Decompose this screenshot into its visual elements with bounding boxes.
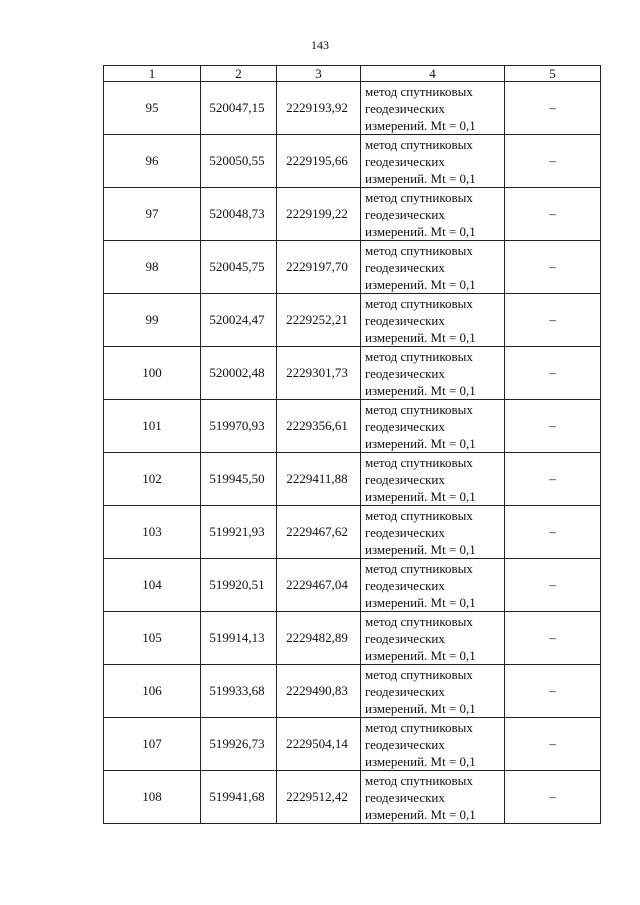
- method-line: измерений. Mt = 0,1: [365, 117, 476, 133]
- method-cell: [361, 82, 505, 135]
- method-line: метод спутниковых: [365, 401, 473, 417]
- coordinate-x-cell: 519970,93: [201, 400, 277, 453]
- note-cell: –: [505, 506, 601, 559]
- coordinate-x-cell: 520050,55: [201, 135, 277, 188]
- method-line: измерений. Mt = 0,1: [365, 753, 476, 769]
- coordinates-table: [103, 65, 601, 824]
- method-cell: [361, 188, 505, 241]
- note-cell: –: [505, 135, 601, 188]
- table-row: [104, 347, 601, 400]
- table-row: [104, 453, 601, 506]
- point-number-cell: 102: [104, 453, 201, 506]
- method-cell: [361, 506, 505, 559]
- method-line: метод спутниковых: [365, 454, 473, 470]
- method-line: измерений. Mt = 0,1: [365, 223, 476, 239]
- coordinate-x-cell: 519914,13: [201, 612, 277, 665]
- method-line: метод спутниковых: [365, 613, 473, 629]
- method-line: геодезических: [365, 312, 445, 328]
- coordinate-x-cell: 519920,51: [201, 559, 277, 612]
- coordinate-y-cell: 2229193,92: [277, 82, 361, 135]
- coordinate-y-cell: 2229504,14: [277, 718, 361, 771]
- method-cell: [361, 294, 505, 347]
- note-cell: –: [505, 294, 601, 347]
- table-row: [104, 294, 601, 347]
- note-cell: –: [505, 82, 601, 135]
- method-line: геодезических: [365, 524, 445, 540]
- point-number-cell: 103: [104, 506, 201, 559]
- method-line: геодезических: [365, 683, 445, 699]
- table-row: [104, 135, 601, 188]
- point-number-cell: 100: [104, 347, 201, 400]
- method-line: метод спутниковых: [365, 560, 473, 576]
- table-row: [104, 506, 601, 559]
- method-line: метод спутниковых: [365, 189, 473, 205]
- method-line: метод спутниковых: [365, 348, 473, 364]
- method-line: метод спутниковых: [365, 666, 473, 682]
- note-cell: –: [505, 612, 601, 665]
- method-line: геодезических: [365, 789, 445, 805]
- table-row: [104, 559, 601, 612]
- coordinate-y-cell: 2229195,66: [277, 135, 361, 188]
- coordinate-y-cell: 2229411,88: [277, 453, 361, 506]
- point-number-cell: 101: [104, 400, 201, 453]
- coordinate-x-cell: 520002,48: [201, 347, 277, 400]
- method-line: геодезических: [365, 471, 445, 487]
- method-line: метод спутниковых: [365, 242, 473, 258]
- method-line: измерений. Mt = 0,1: [365, 170, 476, 186]
- note-cell: –: [505, 559, 601, 612]
- method-line: метод спутниковых: [365, 295, 473, 311]
- method-line: геодезических: [365, 206, 445, 222]
- method-cell: [361, 347, 505, 400]
- coordinate-y-cell: 2229467,62: [277, 506, 361, 559]
- method-line: геодезических: [365, 259, 445, 275]
- table-row: [104, 771, 601, 824]
- coordinate-y-cell: 2229482,89: [277, 612, 361, 665]
- coordinate-x-cell: 520047,15: [201, 82, 277, 135]
- table-row: [104, 612, 601, 665]
- note-cell: –: [505, 188, 601, 241]
- coordinate-y-cell: 2229467,04: [277, 559, 361, 612]
- method-line: геодезических: [365, 153, 445, 169]
- point-number-cell: 104: [104, 559, 201, 612]
- method-line: метод спутниковых: [365, 136, 473, 152]
- header-col-2: 2: [201, 66, 277, 82]
- method-line: измерений. Mt = 0,1: [365, 541, 476, 557]
- table-header: [104, 66, 601, 82]
- coordinate-y-cell: 2229301,73: [277, 347, 361, 400]
- note-cell: –: [505, 453, 601, 506]
- coordinate-y-cell: 2229490,83: [277, 665, 361, 718]
- table-row: [104, 241, 601, 294]
- point-number-cell: 97: [104, 188, 201, 241]
- method-line: измерений. Mt = 0,1: [365, 435, 476, 451]
- method-cell: [361, 612, 505, 665]
- method-line: измерений. Mt = 0,1: [365, 276, 476, 292]
- header-col-3: 3: [277, 66, 361, 82]
- table-body: [104, 82, 601, 824]
- note-cell: –: [505, 771, 601, 824]
- table-row: [104, 665, 601, 718]
- header-row: [104, 66, 601, 82]
- method-cell: [361, 771, 505, 824]
- point-number-cell: 98: [104, 241, 201, 294]
- header-col-1: 1: [104, 66, 201, 82]
- coordinate-y-cell: 2229199,22: [277, 188, 361, 241]
- method-line: геодезических: [365, 100, 445, 116]
- point-number-cell: 106: [104, 665, 201, 718]
- note-cell: –: [505, 241, 601, 294]
- method-line: геодезических: [365, 365, 445, 381]
- method-cell: [361, 400, 505, 453]
- method-cell: [361, 453, 505, 506]
- method-line: метод спутниковых: [365, 83, 473, 99]
- method-line: геодезических: [365, 577, 445, 593]
- coordinate-x-cell: 520024,47: [201, 294, 277, 347]
- method-line: измерений. Mt = 0,1: [365, 647, 476, 663]
- point-number-cell: 107: [104, 718, 201, 771]
- method-line: измерений. Mt = 0,1: [365, 329, 476, 345]
- coordinate-x-cell: 519945,50: [201, 453, 277, 506]
- note-cell: –: [505, 665, 601, 718]
- method-line: измерений. Mt = 0,1: [365, 594, 476, 610]
- page-number: 143: [311, 38, 329, 52]
- coordinate-y-cell: 2229197,70: [277, 241, 361, 294]
- point-number-cell: 95: [104, 82, 201, 135]
- coordinate-x-cell: 519926,73: [201, 718, 277, 771]
- method-line: геодезических: [365, 418, 445, 434]
- method-line: метод спутниковых: [365, 719, 473, 735]
- table-row: [104, 82, 601, 135]
- coordinate-x-cell: 520048,73: [201, 188, 277, 241]
- header-col-5: 5: [505, 66, 601, 82]
- table-row: [104, 718, 601, 771]
- coordinate-x-cell: 520045,75: [201, 241, 277, 294]
- method-line: геодезических: [365, 736, 445, 752]
- point-number-cell: 105: [104, 612, 201, 665]
- method-cell: [361, 665, 505, 718]
- method-line: метод спутниковых: [365, 507, 473, 523]
- method-cell: [361, 559, 505, 612]
- method-line: геодезических: [365, 630, 445, 646]
- coordinate-x-cell: 519933,68: [201, 665, 277, 718]
- method-cell: [361, 135, 505, 188]
- table-row: [104, 400, 601, 453]
- method-line: метод спутниковых: [365, 772, 473, 788]
- note-cell: –: [505, 347, 601, 400]
- coordinate-x-cell: 519921,93: [201, 506, 277, 559]
- method-cell: [361, 718, 505, 771]
- note-cell: –: [505, 400, 601, 453]
- point-number-cell: 108: [104, 771, 201, 824]
- coordinate-x-cell: 519941,68: [201, 771, 277, 824]
- method-line: измерений. Mt = 0,1: [365, 806, 476, 822]
- coordinate-y-cell: 2229356,61: [277, 400, 361, 453]
- method-line: измерений. Mt = 0,1: [365, 488, 476, 504]
- point-number-cell: 99: [104, 294, 201, 347]
- method-line: измерений. Mt = 0,1: [365, 700, 476, 716]
- point-number-cell: 96: [104, 135, 201, 188]
- method-cell: [361, 241, 505, 294]
- header-col-4: 4: [361, 66, 505, 82]
- table-row: [104, 188, 601, 241]
- coordinate-y-cell: 2229512,42: [277, 771, 361, 824]
- method-line: измерений. Mt = 0,1: [365, 382, 476, 398]
- coordinate-y-cell: 2229252,21: [277, 294, 361, 347]
- note-cell: –: [505, 718, 601, 771]
